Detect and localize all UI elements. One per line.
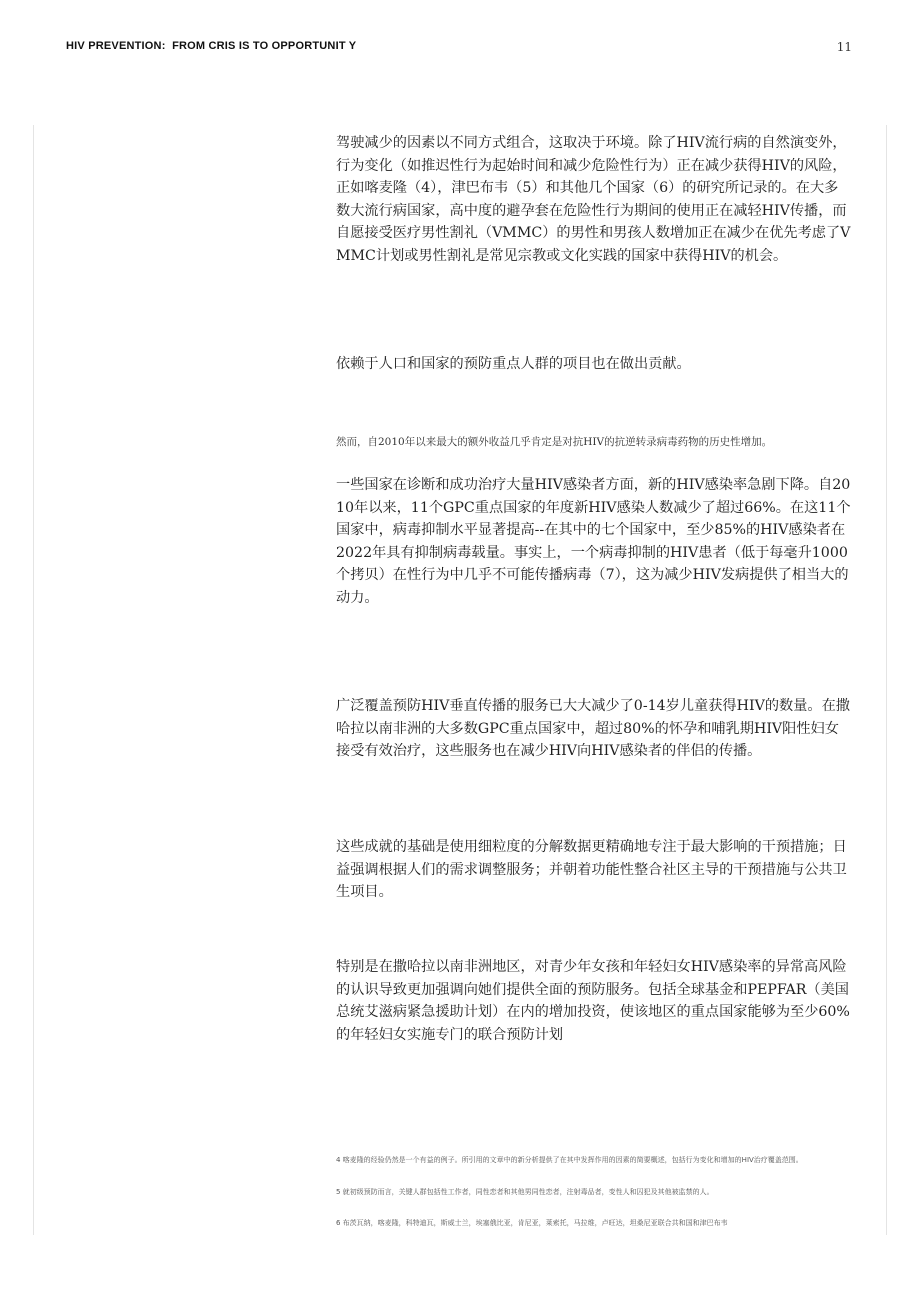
left-margin-rule — [33, 125, 34, 1235]
footnote-4: 4 喀麦隆的经验仍然是一个有益的例子。所引用的文章中的新分析提供了在其中发挥作用的因素的简要概述，包括行为变化和增加的HIV治疗覆盖范围。 — [336, 1156, 803, 1164]
paragraph-young-women: 特别是在撒哈拉以南非洲地区，对青少年女孩和年轻妇女HIV感染率的异常高风险的认识导致更加强调向她们提供全面的预防服务。包括全球基金和PEPFAR（美国总统艾滋病紧急援助计划）在内的增加投资，使该地区的重点国家能够为至少60%的年轻妇女实施专门的联合预防计划 — [336, 959, 850, 1043]
paragraph-achievements: 这些成就的基础是使用细粒度的分解数据更精确地专注于最大影响的干预措施；日益强调根据人们的需求调整服务；并朝着功能性整合社区主导的干预措施与公共卫生项目。 — [336, 839, 847, 901]
paragraph-art-lead: 然而，自2010年以来最大的额外收益几乎肯定是对抗HIV的抗逆转录病毒药物的历史性增加。 — [336, 436, 773, 448]
paragraph-driving-factors: 驾驶减少的因素以不同方式组合，这取决于环境。除了HIV流行病的自然演变外，行为变化（如推迟性行为起始时间和减少危险性行为）正在减少获得HIV的风险，正如喀麦隆（4），津巴布韦（5）和其他几个国家（6）的研究所记录的。在大多数大流行病国家，高中度的避孕套在危险性行为期间的使用正在减轻HIV传播，而自愿接受医疗男性割礼（VMMC）的男性和男孩人数增加正在减少在优先考虑了VMMC计划或男性割礼是常见宗教或文化实践的国家中获得HIV的机会。 — [336, 135, 851, 264]
footnote-5: 5 就初级预防而言，关键人群包括性工作者，同性恋者和其他男同性恋者，注射毒品者，变性人和囚犯及其他被监禁的人。 — [336, 1188, 714, 1196]
right-margin-rule — [886, 125, 887, 1235]
paragraph-vertical-transmission: 广泛覆盖预防HIV垂直传播的服务已大大减少了0-14岁儿童获得HIV的数量。在撒哈拉以南非洲的大多数GPC重点国家中，超过80%的怀孕和哺乳期HIV阳性妇女接受有效治疗，这些服务也在减少HIV向HIV感染者的伴侣的传播。 — [336, 698, 850, 760]
paragraph-new-infections: 一些国家在诊断和成功治疗大量HIV感染者方面，新的HIV感染率急剧下降。自2010年以来，11个GPC重点国家的年度新HIV感染人数减少了超过66%。在这11个国家中，病毒抑制水平显著提高--在其中的七个国家中，至少85%的HIV感染者在2022年具有抑制病毒载量。事实上，一个病毒抑制的HIV患者（低于每毫升1000个拷贝）在性行为中几乎不可能传播病毒（7），这为减少HIV发病提供了相当大的动力。 — [336, 477, 851, 606]
running-header: HIV PREVENTION: FROM CRIS IS TO OPPORTUNIT Y — [66, 40, 357, 52]
page-number: 11 — [836, 40, 852, 54]
footnote-6: 6 布茨瓦纳，喀麦隆，科特迪瓦，斯威士兰，埃塞俄比亚，肯尼亚，莱索托，马拉维，卢旺达，坦桑尼亚联合共和国和津巴布韦 — [336, 1219, 728, 1227]
paragraph-key-populations: 依赖于人口和国家的预防重点人群的项目也在做出贡献。 — [336, 356, 691, 372]
